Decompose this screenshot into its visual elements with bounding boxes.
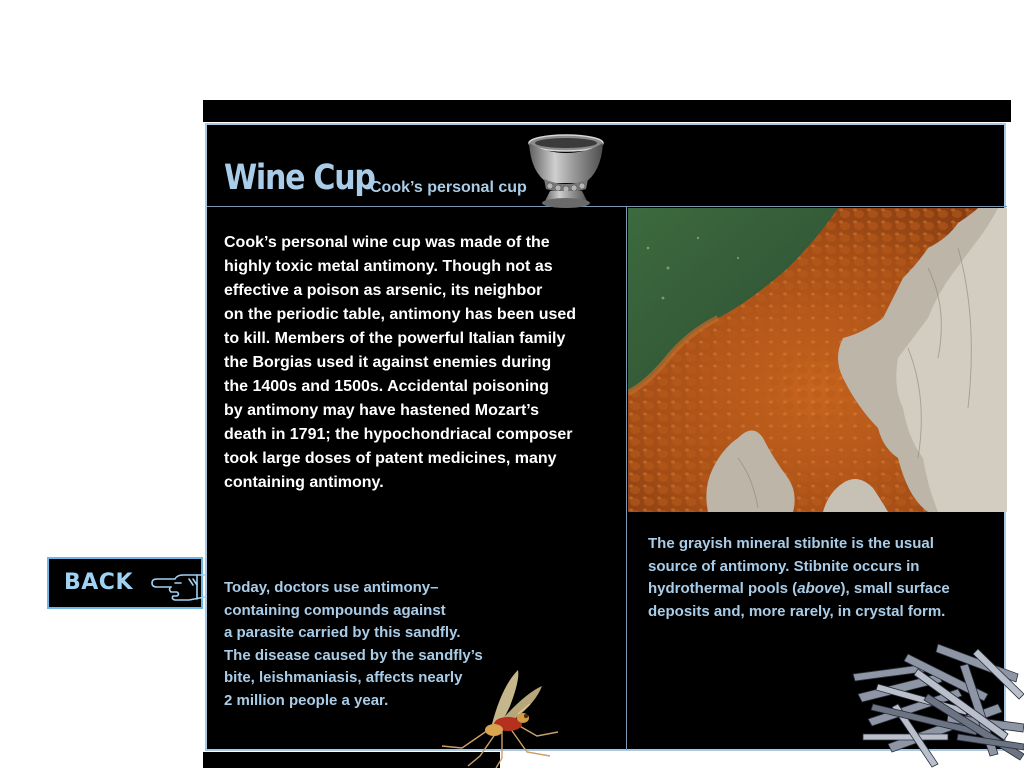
top-bar xyxy=(203,100,1011,122)
pointing-hand-icon xyxy=(149,565,205,603)
hydrothermal-pool-photo xyxy=(628,208,1007,512)
back-button[interactable] xyxy=(47,557,203,609)
sandfly-paragraph: Today, doctors use antimony– containing compounds against a parasite carried by this sandfly. The disease caused by the sandfly’s bite, leishmaniasis, affects nearly 2 million people a year. xyxy=(224,579,483,709)
sandfly-icon xyxy=(432,666,562,768)
stibnite-caption: The grayish mineral stibnite is the usual source of antimony. Stibnite occurs in hydrothermal pools (above), small surface deposits and, more rarely, in crystal form. xyxy=(648,535,950,620)
column-divider xyxy=(626,207,627,750)
back-button-label: BACK xyxy=(64,570,133,595)
wine-cup-icon xyxy=(526,133,606,211)
page-title: Wine Cup xyxy=(224,158,375,198)
main-paragraph: Cook’s personal wine cup was made of the highly toxic metal antimony. Though not as effective a poison as arsenic, its neighbor on the periodic table, antimony has been used to kill. Members of the powerful Italian family the Borgias used it against enemies during the 1400s and 1500s. Accidental poisoning by antimony may have hastened Mozart’s death in 1791; the hypochondriacal composer took large doses of patent medicines, many containing antimony. xyxy=(224,234,577,491)
page-subtitle: Cook’s personal cup xyxy=(370,179,527,196)
header-divider xyxy=(207,206,1007,207)
stibnite-crystal-icon xyxy=(848,634,1024,768)
